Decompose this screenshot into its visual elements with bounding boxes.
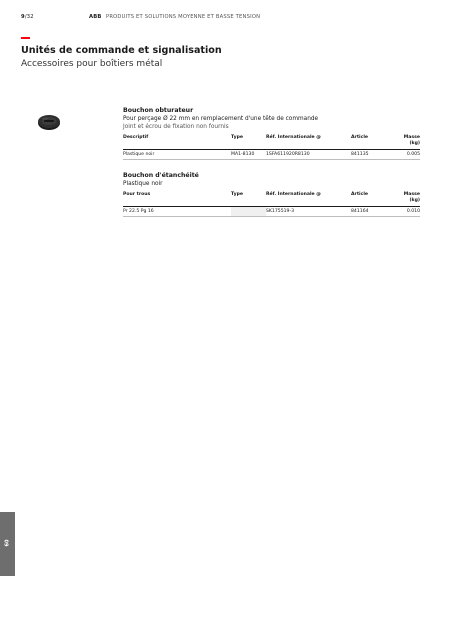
header-brand: ABB [89,14,102,20]
table-cell: 0.010 [406,209,420,214]
page-subtitle: Accessoires pour boîtiers métal [21,59,163,69]
table-cell: MA1-8130 [231,152,255,157]
column-header: Type [231,192,243,197]
table-header-row [123,192,420,207]
page-title: Unités de commande et signalisation [21,45,222,56]
column-header: Réf. Internationale @ [266,192,321,197]
table-cell: 841164 [351,209,369,214]
column-header: Type [231,135,243,140]
accent-bar [21,37,30,39]
column-header: Pour trous [123,192,151,197]
table-header-row [123,135,420,150]
header-title: PRODUITS ET SOLUTIONS MOYENNE ET BASSE TENSION [106,14,261,20]
column-header: Article [351,135,369,140]
side-tab-label: 60 [4,539,11,547]
section-description: Plastique noir [123,181,163,187]
table-cell: Plastique noir [123,152,155,157]
product-image [37,113,61,131]
table-row [123,207,420,217]
side-tab [0,512,15,576]
page-number: 9/32 [21,14,34,20]
section-title: Bouchon obturateur [123,107,194,114]
column-header: Masse (kg) [403,135,420,146]
column-header: Réf. Internationale @ [266,135,321,140]
table-cell [231,207,266,217]
section-bouchon-obturateur [123,107,420,160]
column-header: Descriptif [123,135,149,140]
table-row [123,150,420,160]
column-header: Article [351,192,369,197]
table-cell: SK175519-3 [266,209,295,214]
column-header: Masse (kg) [403,192,420,203]
product-table [123,135,420,160]
table-cell: 1SFA611920R8130 [266,152,310,157]
section-description: Pour perçage Ø 22 mm en remplacement d'une tête de commande [123,116,319,122]
table-cell: 0.005 [406,152,420,157]
section-bouchon-etancheite [123,172,420,217]
section-title: Bouchon d'étanchéité [123,172,199,179]
product-table [123,192,420,217]
table-cell: Pr 22.5 Pg 16 [123,209,154,214]
table-cell: 841135 [351,152,369,157]
section-note: Joint et écrou de fixation non fournis [123,124,229,130]
